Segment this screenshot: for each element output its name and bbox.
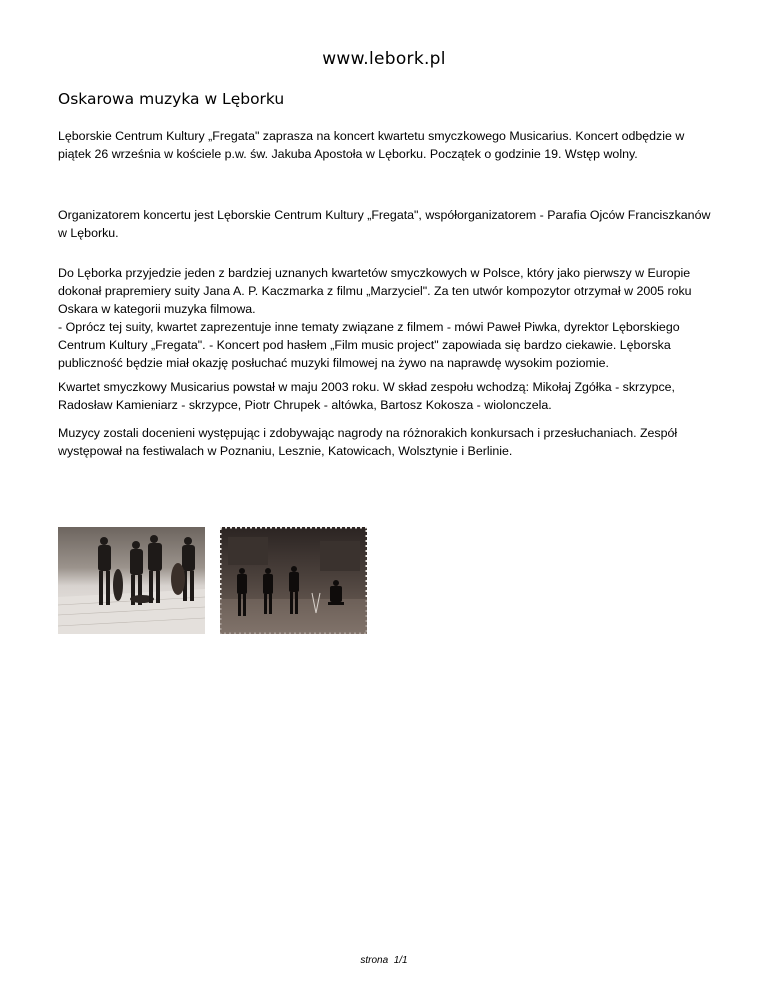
article-paragraph-3-line-b: - Oprócz tej suity, kwartet zaprezentuje inne tematy związane z filmem - mówi Paweł Piwka, dyrektor Lęborskiego Centrum Kultury „Fregata". - Koncert pod hasłem „Film music project" zapowiada się bardzo ciekawie. Lęborska publiczność będzie miał okazję posłuchać muzyki filmowej na żywo na naprawdę wysokim poziomie. — [58, 320, 680, 370]
quartet-photo-pier-illustration — [58, 527, 205, 634]
site-url: www.lebork.pl — [322, 49, 446, 69]
article-paragraph-4: Kwartet smyczkowy Musicarius powstał w maju 2003 roku. W skład zespołu wchodzą: Mikołaj Zgółka - skrzypce, Radosław Kamieniarz - skrzypce, Piotr Chrupek - altówka, Bartosz Kokosza - wiolonczela. — [58, 380, 675, 412]
article-paragraph-2: Organizatorem koncertu jest Lęborskie Centrum Kultury „Fregata", współorganizatorem - Parafia Ojców Franciszkanów w Lęborku. — [58, 208, 711, 240]
article-paragraph-5: Muzycy zostali docenieni występując i zdobywając nagrody na różnorakich konkursach i przesłuchaniach. Zespół występował na festiwalach w Poznaniu, Lesznie, Katowicach, Wolsztynie i Berlinie. — [58, 426, 678, 458]
article-paragraph-3 — [58, 264, 718, 372]
quartet-photo-interior-illustration — [220, 527, 367, 634]
page-number: strona 1/1 — [360, 955, 408, 966]
article-paragraph-3-line-a: Do Lęborka przyjedzie jeden z bardziej uznanych kwartetów smyczkowych w Polsce, który jako pierwszy w Europie dokonał prapremiery suity Jana A. P. Kaczmarka z filmu „Marzyciel". Za ten utwór kompozytor otrzymał w 2005 roku Oskara w kategorii muzyka filmowa. — [58, 266, 692, 316]
article-paragraph-1: Lęborskie Centrum Kultury „Fregata" zaprasza na koncert kwartetu smyczkowego Musicarius. Koncert odbędzie w piątek 26 września w kościele p.w. św. Jakuba Apostoła w Lęborku. Początek o godzinie 19. Wstęp wolny. — [58, 129, 685, 161]
quartet-photo-pier — [58, 527, 205, 634]
quartet-photo-interior — [220, 527, 367, 634]
article-title: Oskarowa muzyka w Lęborku — [58, 90, 285, 108]
